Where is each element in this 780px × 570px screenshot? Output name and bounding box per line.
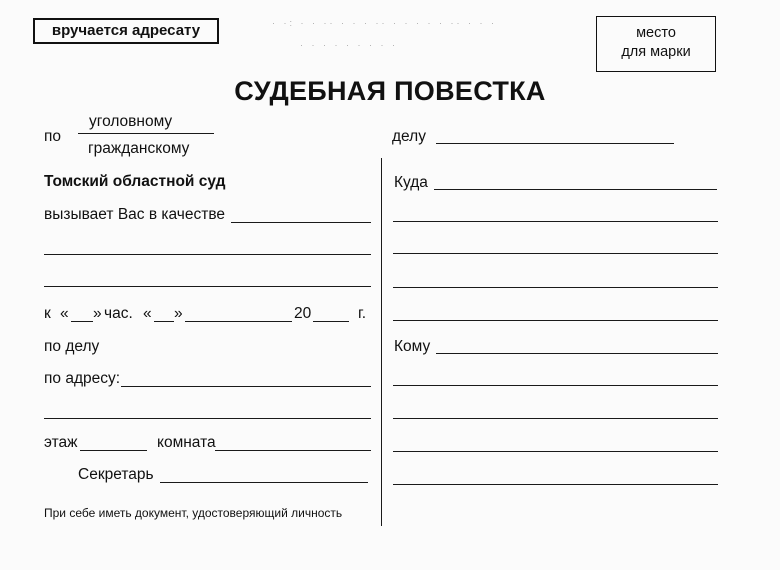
case-number-line[interactable]	[436, 143, 674, 144]
time-at: к	[44, 305, 51, 322]
room-label: комната	[157, 434, 216, 451]
case-option-divider	[78, 133, 214, 134]
case-word: делу	[392, 128, 426, 145]
hour-label: час.	[104, 305, 133, 322]
address-line-2[interactable]	[44, 418, 371, 419]
delivered-to-addressee-box: вручается адресату	[33, 18, 219, 44]
scan-noise: · ·: · · ·· · · · ·· · · · · · ·· · · ·	[272, 18, 497, 28]
scan-noise: · · · · · · · · ·	[300, 40, 398, 50]
summons-role-line-2[interactable]	[44, 254, 371, 255]
summons-as-label: вызывает Вас в качестве	[44, 206, 225, 223]
bring-id-note: При себе иметь документ, удостоверяющий личность	[44, 506, 343, 520]
address-label: по адресу:	[44, 370, 121, 387]
where-line-2[interactable]	[393, 221, 718, 222]
address-line[interactable]	[121, 386, 371, 387]
secretary-signature-line[interactable]	[160, 482, 368, 483]
where-line-5[interactable]	[393, 320, 718, 321]
room-line[interactable]	[215, 450, 371, 451]
case-prefix: по	[44, 128, 62, 145]
page-title: СУДЕБНАЯ ПОВЕСТКА	[234, 76, 546, 106]
secretary-label: Секретарь	[78, 466, 154, 483]
where-line[interactable]	[434, 189, 717, 190]
case-option-criminal: уголовному	[89, 113, 173, 130]
day-open-quote: «	[143, 305, 152, 322]
day-line[interactable]	[154, 321, 174, 322]
summons-role-line-3[interactable]	[44, 286, 371, 287]
summons-role-line[interactable]	[231, 222, 371, 223]
year-suffix: г.	[358, 305, 367, 322]
month-line[interactable]	[185, 321, 292, 322]
court-name: Томский областной суд	[44, 173, 226, 190]
case-option-civil: гражданскому	[88, 140, 190, 157]
stamp-place-line1: место	[636, 25, 676, 41]
year-prefix: 20	[294, 305, 312, 322]
day-close-quote: »	[174, 305, 183, 322]
to-whom-line-4[interactable]	[393, 451, 718, 452]
to-whom-line-2[interactable]	[393, 385, 718, 386]
where-line-3[interactable]	[393, 253, 718, 254]
to-whom-line[interactable]	[436, 353, 718, 354]
where-label: Куда	[394, 174, 428, 191]
year-line[interactable]	[313, 321, 349, 322]
hour-close-quote: »	[93, 305, 102, 322]
on-case-label: по делу	[44, 338, 100, 355]
stamp-place-line2: для марки	[621, 44, 691, 60]
hour-line[interactable]	[71, 321, 93, 322]
floor-line[interactable]	[80, 450, 147, 451]
to-whom-label: Кому	[394, 338, 431, 355]
stamp-place-box	[596, 16, 716, 72]
to-whom-line-3[interactable]	[393, 418, 718, 419]
to-whom-line-5[interactable]	[393, 484, 718, 485]
hour-open-quote: «	[60, 305, 69, 322]
floor-label: этаж	[44, 434, 78, 451]
center-divider	[381, 158, 382, 526]
where-line-4[interactable]	[393, 287, 718, 288]
